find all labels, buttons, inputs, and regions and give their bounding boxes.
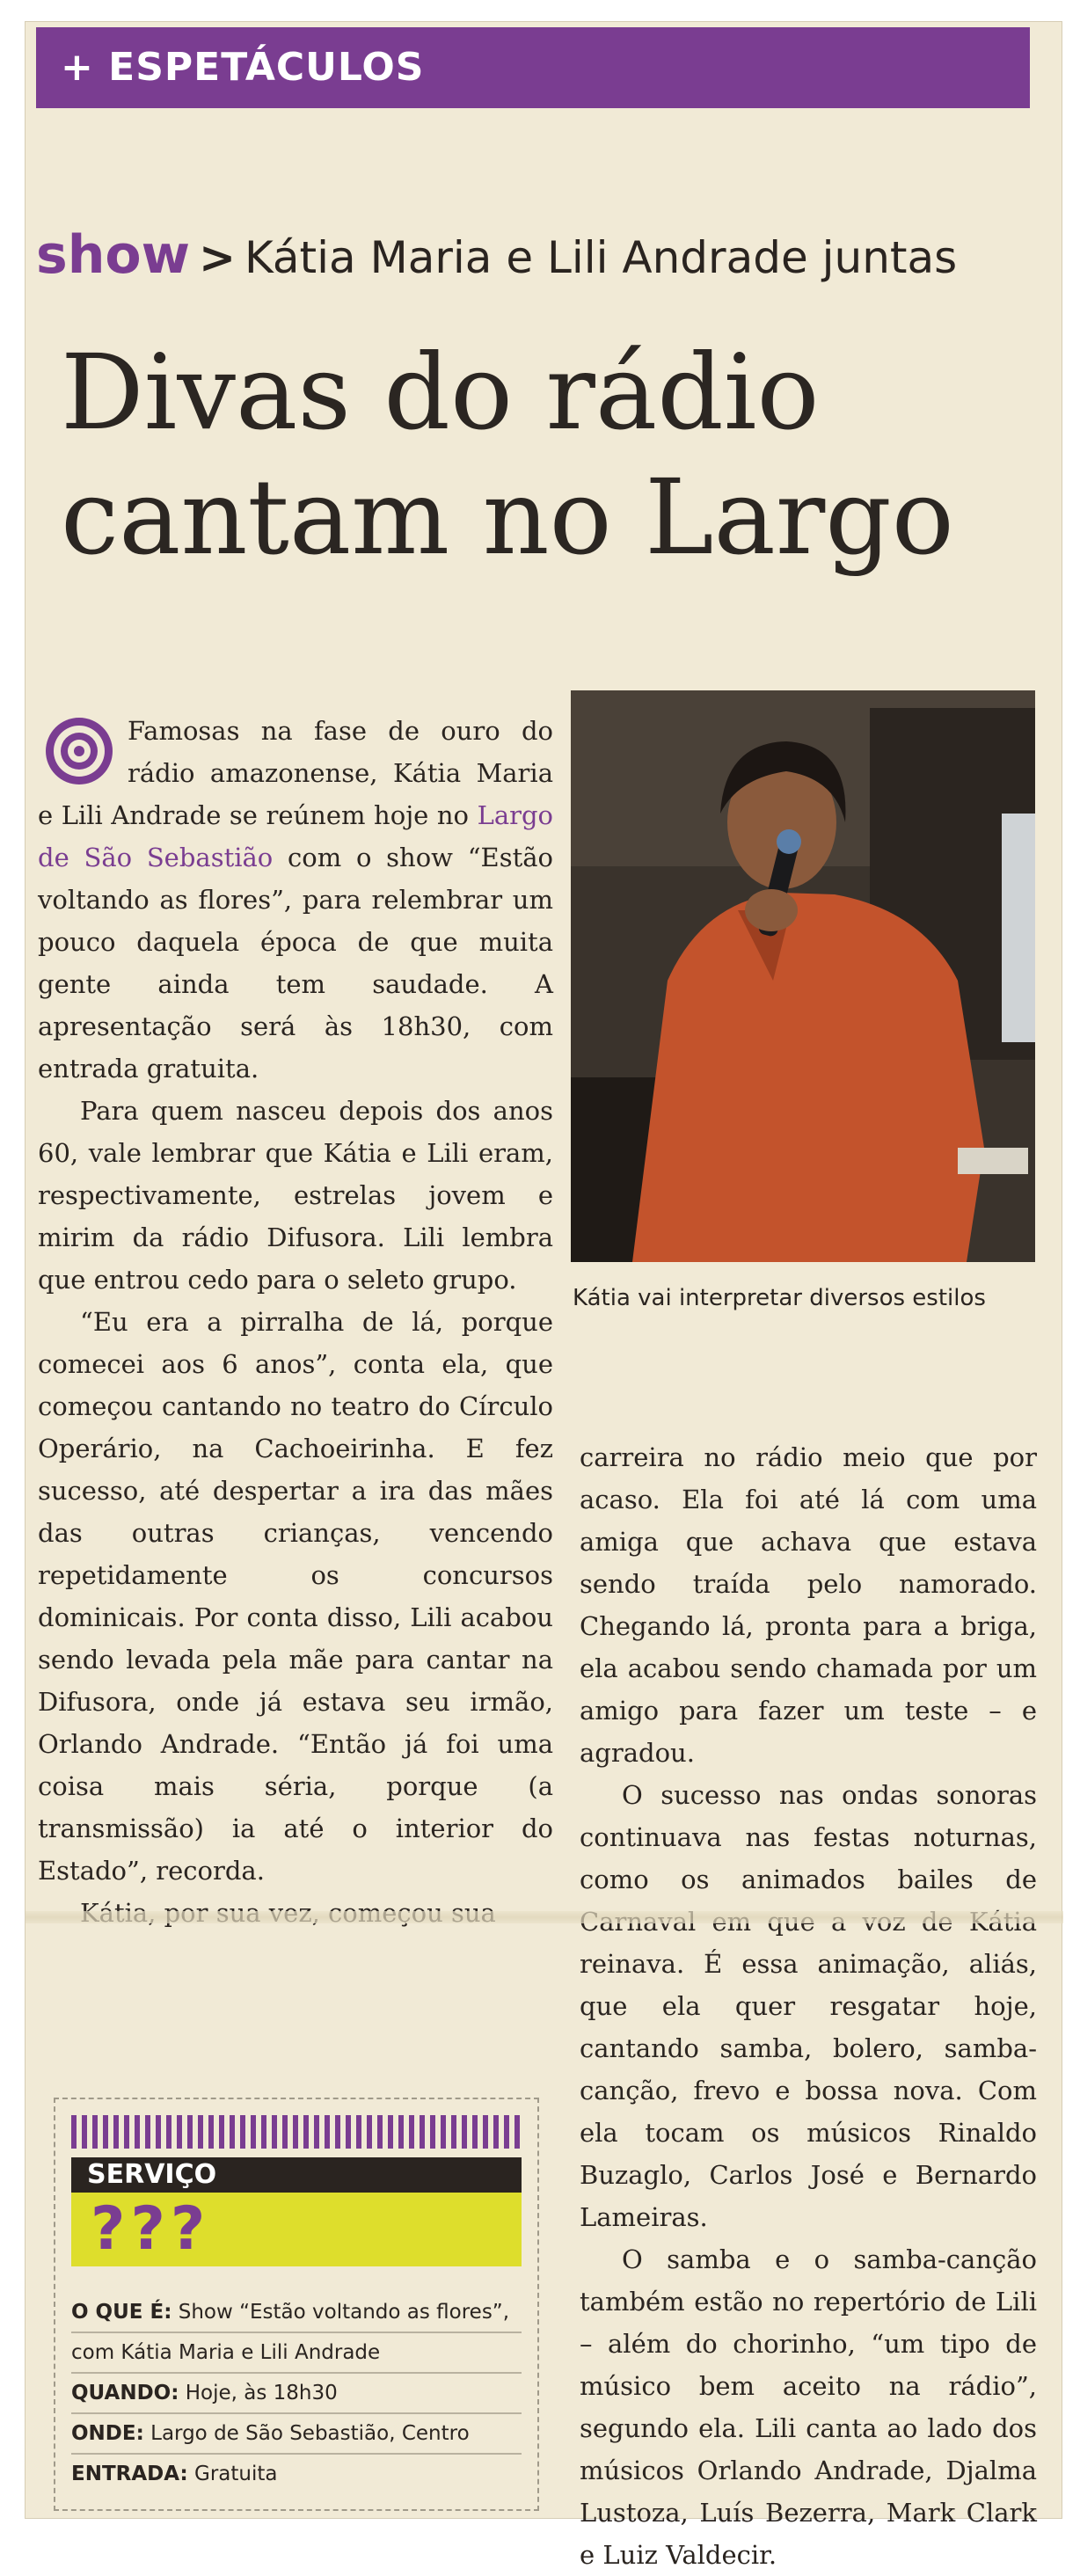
- service-row-label: QUANDO:: [71, 2382, 179, 2405]
- service-row-what: [71, 2293, 522, 2333]
- stripe-decoration: [71, 2115, 522, 2149]
- kicker-tag: show: [36, 224, 191, 286]
- article-photo: [571, 690, 1035, 1262]
- kicker-separator: >: [199, 232, 236, 283]
- service-row-label: ENTRADA:: [71, 2463, 188, 2485]
- service-row-value: Gratuita: [194, 2463, 278, 2485]
- service-row-value: com Kátia Maria e Lili Andrade: [71, 2341, 381, 2364]
- service-row-where: [71, 2414, 522, 2455]
- service-row-when: [71, 2374, 522, 2414]
- service-info-list: [71, 2293, 522, 2493]
- singer-photo-illustration: [571, 690, 1035, 1262]
- service-row-what-continued: [71, 2333, 522, 2374]
- service-box: [54, 2098, 539, 2511]
- article-paragraph-3: “Eu era a pirralha de lá, porque comecei aos 6 anos”, conta ela, que começou cantando no teatro do Círculo Operário, na Cachoeirinha. E fez sucesso, até despertar a ira das mães das outras crianças, vencendo repetidamente os concursos dominicais. Por conta disso, Lili acabou sendo levada pela mãe para cantar na Difusora, onde já estava seu irmão, Orlando Andrade. “Então já foi uma coisa mais séria, porque (a transmissão) ia até o interior do Estado”, recorda.: [38, 1307, 553, 1886]
- service-row-admission: [71, 2455, 522, 2493]
- headline-line-1: Divas do rádio: [61, 332, 820, 453]
- photo-caption: Kátia vai interpretar diversos estilos: [573, 1285, 986, 1311]
- service-row-value: Largo de São Sebastião, Centro: [150, 2422, 470, 2445]
- headline-line-2: cantam no Largo: [61, 456, 954, 578]
- paper-fold: [26, 1911, 1063, 1923]
- service-box-title: SERVIÇO: [71, 2157, 522, 2193]
- service-row-label: ONDE:: [71, 2422, 144, 2445]
- target-bullet-icon: [43, 715, 115, 787]
- question-marks-icon: ???: [71, 2193, 522, 2266]
- service-row-label: O QUE É:: [71, 2301, 172, 2324]
- kicker-subtitle: Kátia Maria e Lili Andrade juntas: [244, 232, 958, 283]
- service-row-value: Show “Estão voltando as flores”,: [178, 2301, 510, 2324]
- kicker: [36, 224, 957, 286]
- article-paragraph-4-continued: carreira no rádio meio que por acaso. Ela foi até lá com uma amiga que achava que estava sendo traída pelo namorado. Chegando lá, pronta para a briga, ela acabou sendo chamada por um amigo para fazer um teste – e agradou.: [580, 1442, 1037, 1768]
- article-paragraph-5: O sucesso nas ondas sonoras continuava nas festas noturnas, como os animados bailes de reinava. É essa animação, aliás, que ela quer resgatar hoje, cantando samba, bolero, samba-canção, frevo e bossa nova. Com ela tocam os músicos Rinaldo Buzaglo, Carlos José e Bernardo Lameiras.: [580, 1780, 1037, 2232]
- place-name: Largo de São Sebastião: [38, 800, 553, 872]
- section-header: + ESPETÁCULOS: [36, 27, 1030, 108]
- newspaper-clipping: [25, 21, 1062, 2570]
- article-paragraph-6: O samba e o samba-canção também estão no repertório de Lili – além do chorinho, “um tipo de músico bem aceito na rádio”, segundo ela. Lili canta ao lado dos músicos Orlando Andrade, Djalma Lustoza, Luís Bezerra, Mark Clark e Luiz Valdecir.: [580, 2244, 1037, 2570]
- article-left-column: [38, 710, 553, 1934]
- article-right-column: [580, 1436, 1037, 2576]
- paragraph-text: com o show “Estão voltando as flores”, para relembrar um pouco daquela época de que muita gente ainda tem saudade. A apresentação será às 18h30, com entrada gratuita.: [38, 843, 553, 1084]
- article-paragraph-2: Para quem nasceu depois dos anos 60, vale lembrar que Kátia e Lili eram, respectivamente, estrelas jovem e mirim da rádio Difusora. Lili lembra que entrou cedo para o seleto grupo.: [38, 1096, 553, 1295]
- paragraph-text: Famosas na fase de ouro do rádio amazonense, Kátia Maria e Lili Andrade se reúnem hoje no: [38, 716, 553, 830]
- headline: [61, 330, 1046, 580]
- service-row-value: Hoje, às 18h30: [185, 2382, 338, 2405]
